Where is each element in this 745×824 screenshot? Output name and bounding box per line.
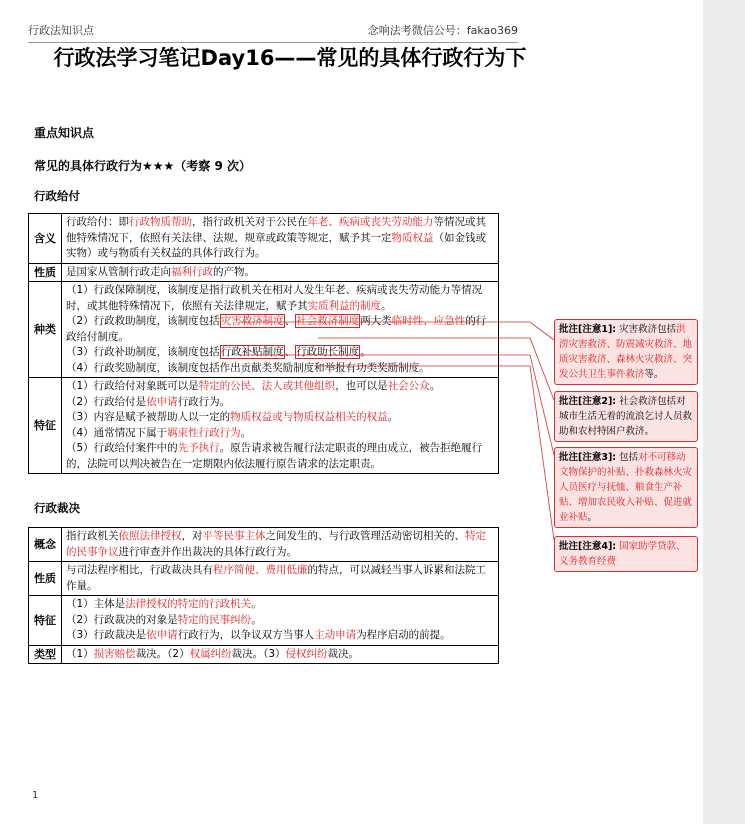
section-key-heading: 重点知识点	[34, 126, 95, 140]
row-content: 与司法程序相比，行政裁决具有程序简便、费用低廉的特点，可以减轻当事人诉累和法院工作量。	[62, 562, 499, 596]
row-content: 指行政机关依照法律授权，对平等民事主体之间发生的、与行政管理活动密切相关的、特定的民事争议进行审查并作出裁决的具体行政行为。	[62, 528, 499, 562]
row-content: （1）行政保障制度，该制度是指行政机关在相对人发生年老、疾病或丧失劳动能力等情况时，或其他特殊情况下，依照有关法律规定，赋予其实质利益的制度。 （2）行政救助制度，该制度包括灾害救济制度、社会救济制度两大类临时性、应急性的行政给付制度。 （3）行政补助制度，该制度包括行政补贴制度、行政助长制度。 （4）行政奖励制度，该制度包括作出贡献类奖励制度和举报有功类奖励制度。	[62, 282, 499, 378]
section-main-heading: 常见的具体行政行为★★★（考察 9 次）	[34, 159, 251, 173]
table-row	[29, 214, 499, 264]
comment-anchor-3[interactable]: 行政补贴制度	[220, 346, 284, 358]
header-left: 行政法知识点	[28, 24, 94, 37]
comment-anchor-1[interactable]: 灾害救济制度	[220, 315, 284, 327]
caijue-heading: 行政裁决	[34, 501, 80, 515]
row-label: 性质	[29, 562, 62, 596]
header-right: 念响法考微信公号：fakao369	[367, 24, 518, 37]
row-content: （1）主体是法律授权的特定的行政机关。 （2）行政裁决的对象是特定的民事纠纷。 （3）行政裁决是依申请行政行为，以争议双方当事人主动申请为程序启动的前提。	[62, 596, 499, 646]
page-header	[28, 22, 518, 43]
table-row	[29, 263, 499, 282]
row-label: 特征	[29, 596, 62, 646]
table-row	[29, 282, 499, 378]
comment-anchor-2[interactable]: 社会救济制度	[296, 315, 360, 327]
row-label: 类型	[29, 645, 62, 664]
row-label: 含义	[29, 214, 62, 264]
row-label: 种类	[29, 282, 62, 378]
page-number: 1	[32, 790, 39, 801]
page-title: 行政法学习笔记Day16——常见的具体行政行为下	[53, 46, 527, 70]
row-label: 概念	[29, 528, 62, 562]
row-label: 特征	[29, 378, 62, 474]
table-row	[29, 378, 499, 474]
row-content: （1）损害赔偿裁决。（2）权属纠纷裁决。（3）侵权纠纷裁决。	[62, 645, 499, 664]
table-row	[29, 645, 499, 664]
table-row	[29, 528, 499, 562]
comment-3[interactable]: 批注[注意3]: 包括对不可移动文物保护的补贴、扑救森林火灾人员医疗与抚恤、粮食生产补贴、增加农民收入补贴、促进就业补贴。	[554, 447, 698, 528]
table-row	[29, 596, 499, 646]
table-row	[29, 562, 499, 596]
row-content: （1）行政给付对象既可以是特定的公民、法人或其他组织，也可以是社会公众。 （2）行政给付是依申请行政行为。 （3）内容是赋予被帮助人以一定的物质权益或与物质权益相关的权益。 （4）通常情况下属于羁束性行政行为。 （5）行政给付案件中的先予执行。原告请求被告履行法定职责的理由成立，被告拒绝履行的，法院可以判决被告在一定期限内依法履行原告请求的法定职责。	[62, 378, 499, 474]
row-label: 性质	[29, 263, 62, 282]
comment-margin	[703, 0, 745, 824]
row-content: 行政给付：即行政物质帮助，指行政机关对于公民在年老、疾病或丧失劳动能力等情况或其他特殊情况下，依照有关法律、法规、规章或政策等规定，赋予其一定物质权益（如金钱或实物）或与物质有关权益的具体行政行为。	[62, 214, 499, 264]
caijue-table	[28, 527, 499, 664]
comment-anchor-4[interactable]: 行政助长制度	[296, 346, 360, 358]
comment-1[interactable]: 批注[注意1]: 灾害救济包括洪涝灾害救济、防震减灾救济、地质灾害救济、森林火灾救济、突发公共卫生事件救济等。	[554, 319, 698, 385]
comment-4[interactable]: 批注[注意4]: 国家助学贷款、义务教育经费	[554, 536, 698, 572]
geifu-table	[28, 213, 499, 474]
geifu-heading: 行政给付	[34, 189, 80, 203]
row-content: 是国家从管制行政走向福利行政的产物。	[62, 263, 499, 282]
comment-2[interactable]: 批注[注意2]: 社会救济包括对城市生活无着的流浪乞讨人员救助和农村特困户救济。	[554, 391, 698, 442]
